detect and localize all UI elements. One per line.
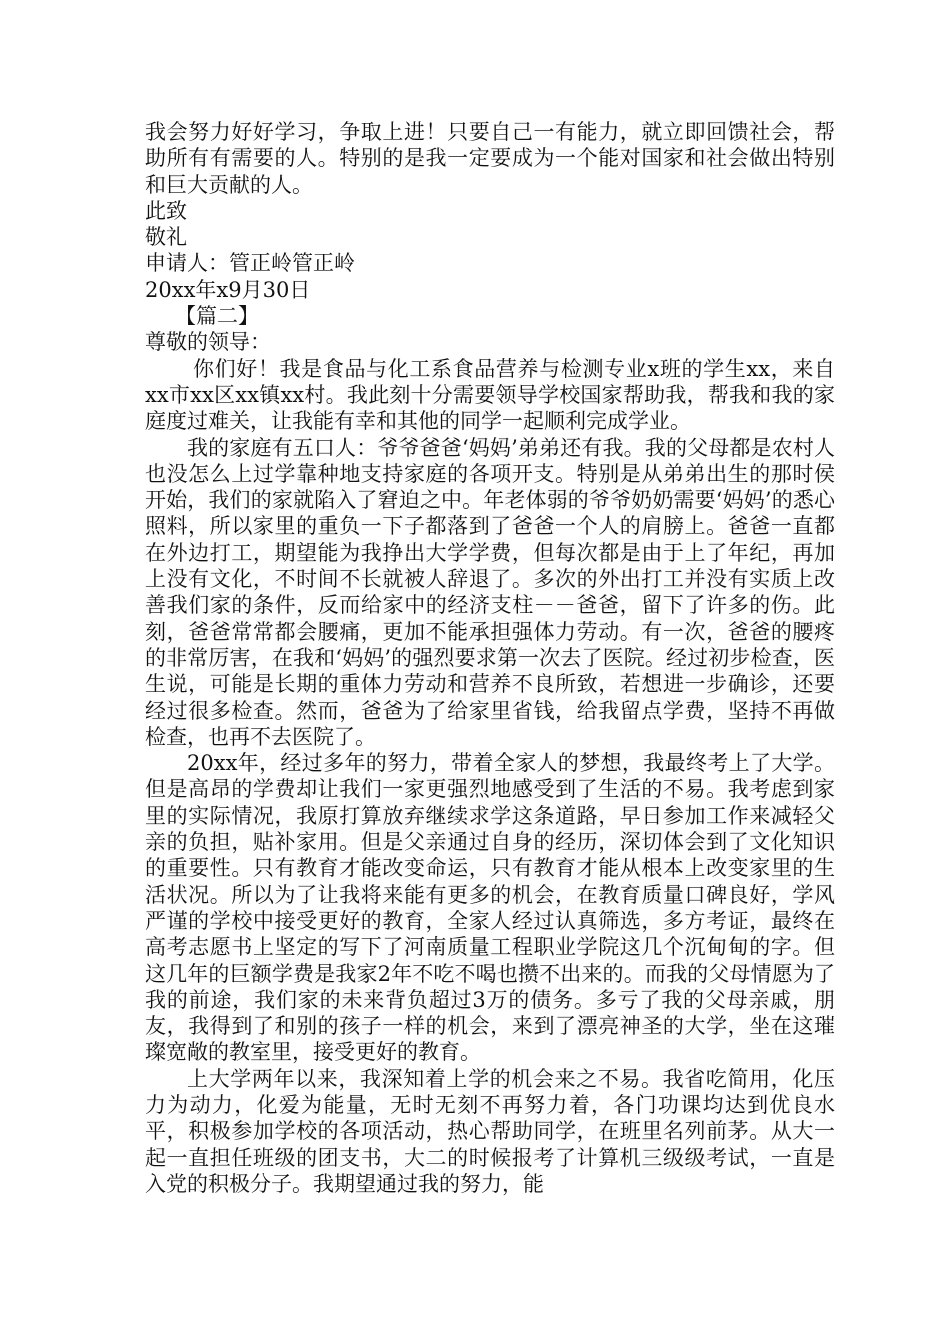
- greeting: 尊敬的领导：: [145, 330, 271, 355]
- body-paragraph-study: 上大学两年以来，我深知着上学的机会来之不易。我省吃简用，化压力为动力，化爱为能量，无时无刻不再努力着，各门功课均达到优良水平，积极参加学校的各项活动，热心帮助同学，在班里名列前茅。从大一起一直担任班级的团支书，大二的时候报考了计算机三级级考试，一直是入党的积极分子。我期望通过我的努力，能: [145, 1066, 835, 1196]
- applicant-signature: 申请人：管正岭管正岭: [145, 251, 355, 276]
- closing-paragraph: 我会努力好好学习，争取上进！只要自己一有能力，就立即回馈社会，帮助所有有需要的人。特别的是我一定要成为一个能对国家和社会做出特别和巨大贡献的人。: [145, 120, 835, 197]
- body-paragraph-family: 我的家庭有五口人：爷爷爸爸‘妈妈’弟弟还有我。我的父母都是农村人也没怎么上过学靠种地支持家庭的各项开支。特别是从弟弟出生的那时侯开始，我们的家就陷入了窘迫之中。年老体弱的爷爷奶奶需要‘妈妈’的悉心照料，所以家里的重负一下子都落到了爸爸一个人的肩膀上。爸爸一直都在外边打工，期望能为我挣出大学学费，但每次都是由于上了年纪，再加上没有文化，不时间不长就被人辞退了。多次的外出打工并没有实质上改善我们家的条件，反而给家中的经济支柱－－爸爸，留下了许多的伤。此刻，爸爸常常都会腰痛，更加不能承担强体力劳动。有一次，爸爸的腰疼的非常厉害，在我和‘妈妈’的强烈要求第一次去了医院。经过初步检查，医生说，可能是长期的重体力劳动和营养不良所致，若想进一步确诊，还要经过很多检查。然而，爸爸为了给家里省钱，给我留点学费，坚持不再做检查，也再不去医院了。: [145, 435, 835, 749]
- body-paragraph-intro: 你们好！我是食品与化工系食品营养与检测专业x班的学生xx，来自xx市xx区xx镇xx村。我此刻十分需要领导学校国家帮助我，帮我和我的家庭度过难关，让我能有幸和其他的同学一起顺利完成学业。: [145, 356, 835, 434]
- letter-date: 20xx年x9月30日: [145, 277, 311, 302]
- body-paragraph-college: 20xx年，经过多年的努力，带着全家人的梦想，我最终考上了大学。但是高昂的学费却让我们一家更强烈地感受到了生活的不易。我考虑到家里的实际情况，我原打算放弃继续求学这条道路，早日参加工作来减轻父亲的负担，贴补家用。但是父亲通过自身的经历，深切体会到了文化知识的重要性。只有教育才能改变命运，只有教育才能从根本上改变家里的生活状况。所以为了让我将来能有更多的机会，在教育质量口碑良好，学风严谨的学校中接受更好的教育，全家人经过认真筛选，多方考证，最终在高考志愿书上坚定的写下了河南质量工程职业学院这几个沉甸甸的字。但这几年的巨额学费是我家2年不吃不喝也攒不出来的。而我的父母情愿为了我的前途，我们家的未来背负超过3万的债务。多亏了我的父母亲戚，朋友，我得到了和别的孩子一样的机会，来到了漂亮神圣的大学，坐在这璀璨宽敞的教室里，接受更好的教育。: [145, 751, 835, 1065]
- salutation-cizhi: 此致: [145, 198, 187, 223]
- section-heading: 【篇二】: [175, 304, 259, 329]
- salutation-jingli: 敬礼: [145, 225, 187, 250]
- document-page: [145, 119, 835, 1197]
